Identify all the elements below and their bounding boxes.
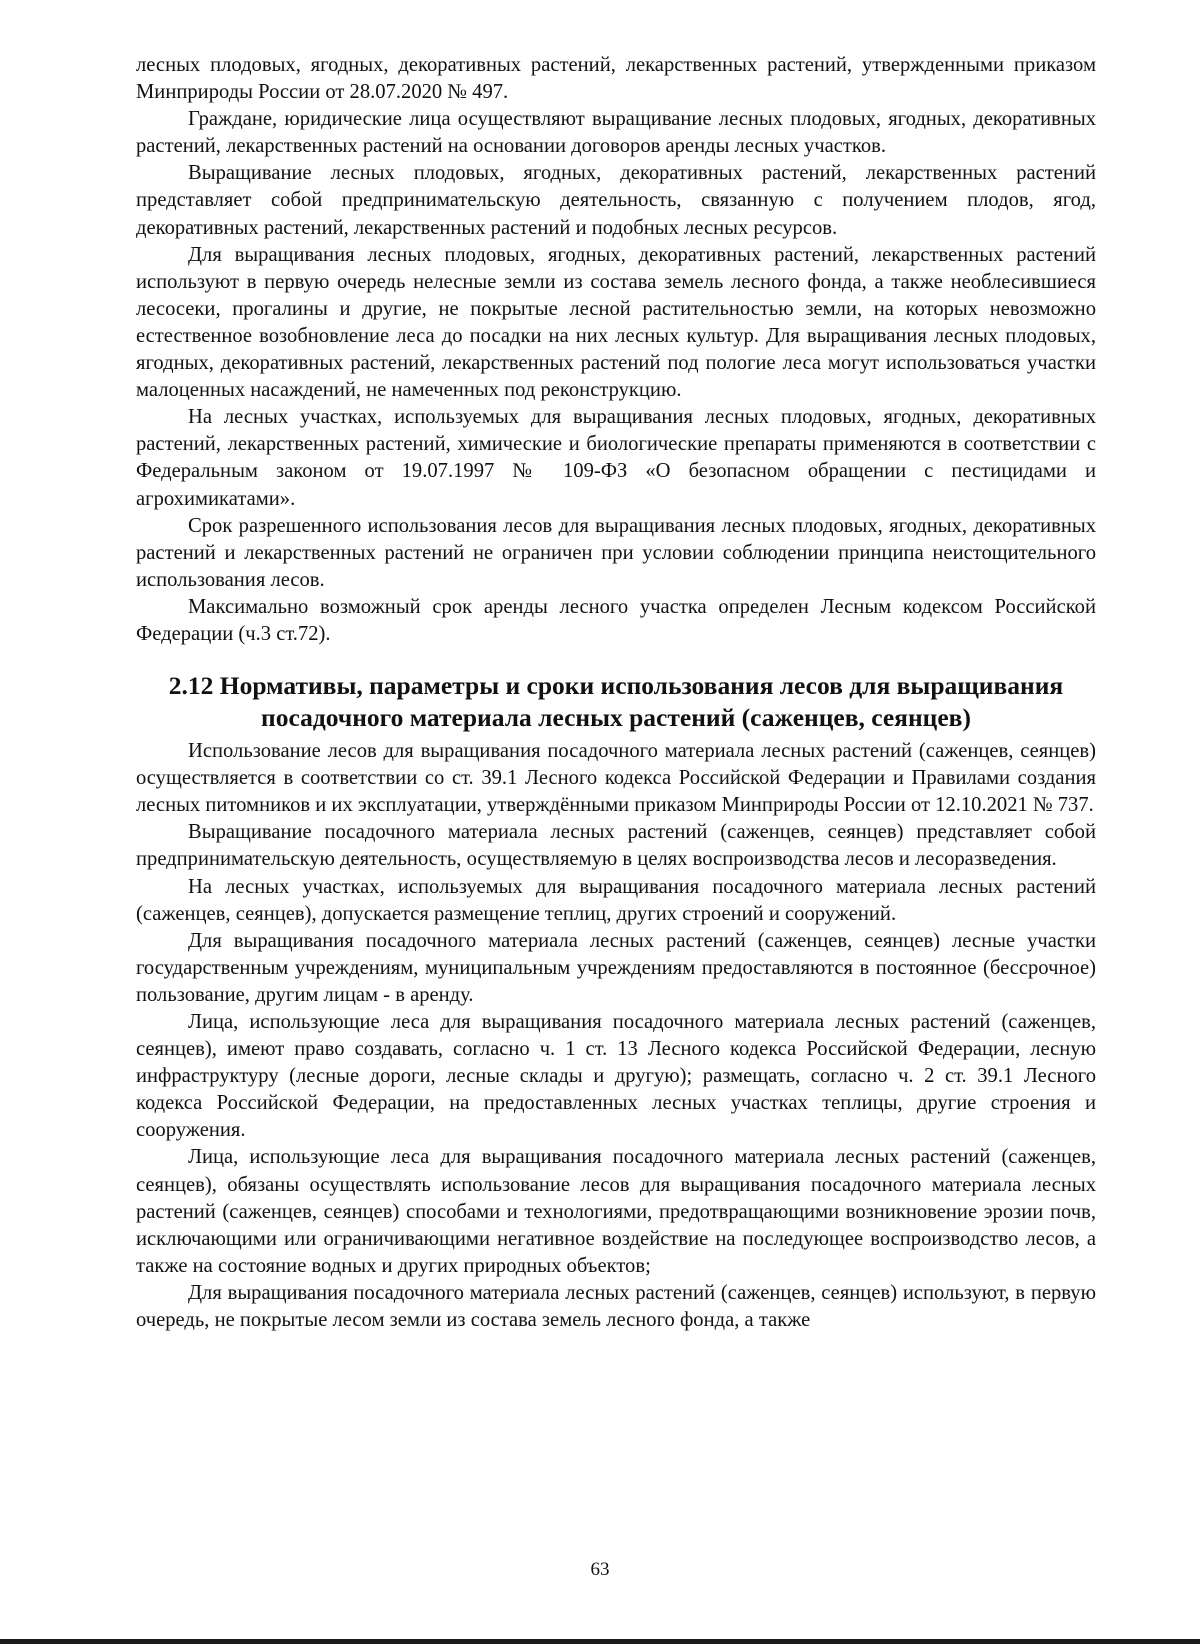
- paragraph: Для выращивания лесных плодовых, ягодных, декоративных растений, лекарственных растений используют в первую очередь нелесные земли из состава земель лесного фонда, а также необлесившиеся лесосеки, прогалины и другие, не покрытые лесной растительностью земли, на которых невозможно естественное возобновление леса до посадки на них лесных культур. Для выращивания лесных плодовых, ягодных, декоративных растений, лекарственных растений под пологие леса могут использоваться участки малоценных насаждений, не намеченных под реконструкцию.: [136, 243, 1096, 402]
- paragraph: Использование лесов для выращивания посадочного материала лесных растений (саженцев, сеянцев) осуществляется в соответствии со ст. 39.1 Лесного кодекса Российской Федерации и Правилами создания лесных питомников и их эксплуатации, утверждёнными приказом Минприроды России от 12.10.2021 № 737.: [136, 740, 1096, 817]
- paragraph: На лесных участках, используемых для выращивания лесных плодовых, ягодных, декоративных растений, лекарственных растений, химические и биологические препараты применяются в соответствии с Федеральным законом от 19.07.1997 № 109-ФЗ «О безопасном обращении с пестицидами и агрохимикатами».: [136, 406, 1096, 510]
- document-page: [136, 52, 1096, 1334]
- page-number: 63: [590, 1559, 610, 1580]
- paragraph: Граждане, юридические лица осуществляют выращивание лесных плодовых, ягодных, декоративных растений, лекарственных растений на основании договоров аренды лесных участков.: [136, 108, 1096, 158]
- paragraph: Выращивание посадочного материала лесных растений (саженцев, сеянцев) представляет собой предпринимательскую деятельность, осуществляемую в целях воспроизводства лесов и лесоразведения.: [136, 821, 1096, 871]
- paragraph: Лица, использующие леса для выращивания посадочного материала лесных растений (саженцев, сеянцев), имеют право создавать, согласно ч. 1 ст. 13 Лесного кодекса Российской Федерации, лесную инфраструктуру (лесные дороги, лесные склады и другую); размещать, согласно ч. 2 ст. 39.1 Лесного кодекса Российской Федерации, на предоставленных лесных участках теплицы, другие строения и сооружения.: [136, 1011, 1096, 1142]
- paragraph: Срок разрешенного использования лесов для выращивания лесных плодовых, ягодных, декоративных растений и лекарственных растений не ограничен при условии соблюдении принципа неистощительного использования лесов.: [136, 514, 1096, 591]
- bottom-rule: [0, 1639, 1200, 1644]
- paragraph: Максимально возможный срок аренды лесного участка определен Лесным кодексом Российской Федерации (ч.3 ст.72).: [136, 595, 1096, 645]
- section-heading: 2.12 Нормативы, параметры и сроки использования лесов для выращивания посадочного материала лесных растений (саженцев, сеянцев): [168, 671, 1064, 733]
- paragraph: Для выращивания посадочного материала лесных растений (саженцев, сеянцев) используют, в первую очередь, не покрытые лесом земли из состава земель лесного фонда, а также: [136, 1281, 1096, 1332]
- paragraph-continuation: лесных плодовых, ягодных, декоративных растений, лекарственных растений, утвержденными приказом Минприроды России от 28.07.2020 № 497.: [136, 54, 1096, 104]
- paragraph: Для выращивания посадочного материала лесных растений (саженцев, сеянцев) лесные участки государственным учреждениям, муниципальным учреждениям предоставляются в постоянное (бессрочное) пользование, другим лицам - в аренду.: [136, 929, 1096, 1006]
- paragraph: На лесных участках, используемых для выращивания посадочного материала лесных растений (саженцев, сеянцев), допускается размещение теплиц, других строений и сооружений.: [136, 875, 1096, 925]
- paragraph: Выращивание лесных плодовых, ягодных, декоративных растений, лекарственных растений представляет собой предпринимательскую деятельность, связанную с получением плодов, ягод, декоративных растений, лекарственных растений и подобных лесных ресурсов.: [136, 162, 1096, 239]
- paragraph: Лица, использующие леса для выращивания посадочного материала лесных растений (саженцев, сеянцев), обязаны осуществлять использование лесов для выращивания посадочного материала лесных растений (саженцев, сеянцев) способами и технологиями, предотвращающими возникновение эрозии почв, исключающими или ограничивающими негативное воздействие на последующее воспроизводство лесов, а также на состояние водных и других природных объектов;: [136, 1146, 1096, 1277]
